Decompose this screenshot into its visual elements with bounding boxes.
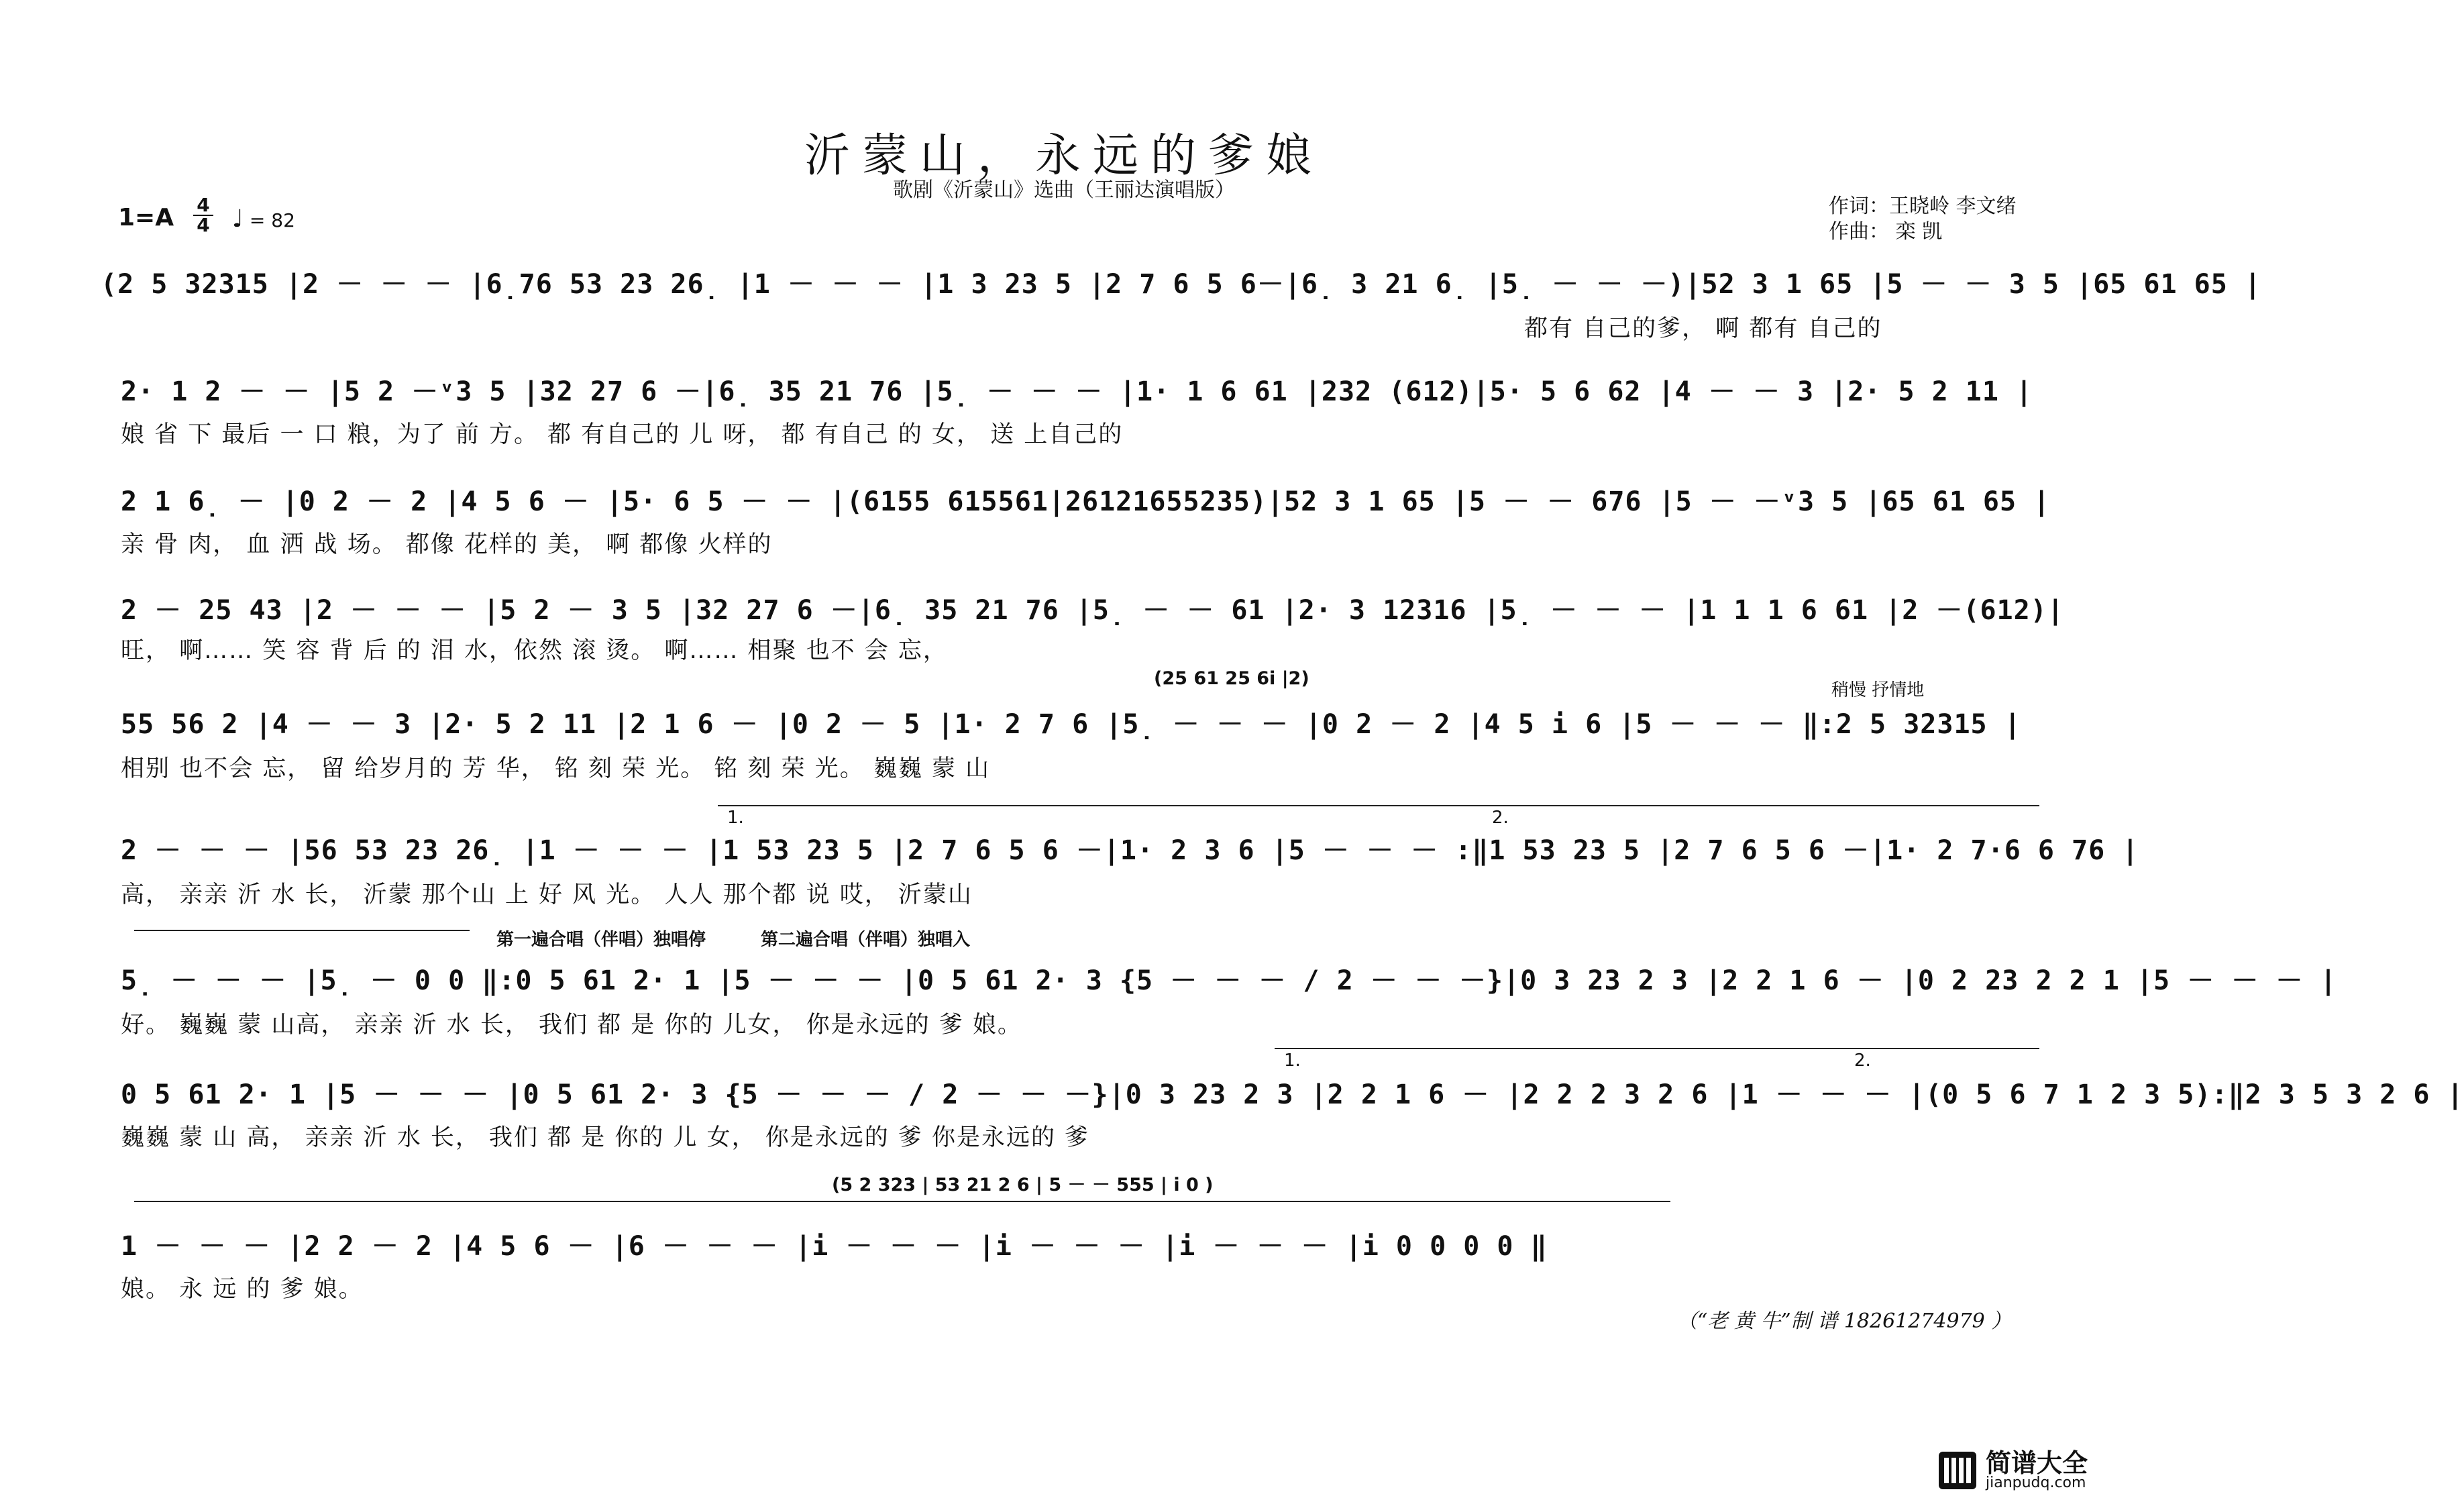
- lyricist: 作词：王晓岭 李文绪: [1829, 195, 2017, 218]
- tempo-value: = 82: [249, 209, 295, 231]
- site-logo: [1939, 1450, 2088, 1491]
- tempo-expression: 稍慢 抒情地: [1831, 680, 1925, 700]
- volta-1-bracket: [718, 805, 1483, 806]
- system-3-notes: 2 1 6̣ － |0 2 － 2 |4 5 6 － |5· 6 5 － － |(6155 615561|26121655235)|52 3 1 65 |5 － － 676 |5 － －ᵛ3 5 |65 61 65 |: [121, 486, 2051, 517]
- system-9-lyrics: 娘。 永 远 的 爹 娘。: [121, 1276, 364, 1303]
- logo-text: 简谱大全: [1985, 1448, 2088, 1478]
- system-2-notes: 2· 1 2 － － |5 2 －ᵛ3 5 |32 27 6 －|6̣ 35 21 76 |5̣ － － － |1· 1 6 61 |232 (612)|5· 5 6 62 |4 － － 3 |2· 5 2 11 |: [121, 376, 2033, 407]
- volta-2-bracket: [1483, 805, 2039, 806]
- volta-2b-bracket: [1845, 1048, 2039, 1049]
- final-tie-line: [134, 1201, 1670, 1202]
- volta-1-label: 1.: [727, 808, 744, 828]
- system-3-lyrics: 亲 骨 肉， 血 洒 战 场。 都像 花样的 美， 啊 都像 火样的: [121, 531, 773, 558]
- page-title: 沂蒙山，永远的爹娘: [804, 129, 1324, 182]
- system-4-notes: 2 － 25 43 |2 － － － |5 2 － 3 5 |32 27 6 －|6̣ 35 21 76 |5̣ － － 61 |2· 3 12316 |5̣ － － － |1 1 1 6 61 |2 －(612)|: [121, 595, 2064, 626]
- volta-1b-bracket: [1275, 1048, 1845, 1049]
- system-9-notes: 1 － － － |2 2 － 2 |4 5 6 － |6 － － － |i － － － |i － － － |i － － － |i 0 0 0 0 ‖: [121, 1231, 1548, 1262]
- transcriber-credit: （“老 黄 牛”制 谱 18261274979 ）: [1677, 1309, 2012, 1333]
- system-7-lyrics: 好。 巍巍 蒙 山高， 亲亲 沂 水 长， 我们 都 是 你的 儿女， 你是永远的 爹 娘。: [121, 1012, 1022, 1038]
- time-signature: [193, 196, 213, 235]
- system-1-notes: (2 5 32315 |2 － － － |6̣76 53 23 26̣ |1 － － － |1 3 23 5 |2 7 6 5 6－|6̣ 3 21 6̣ |5̣ － － －)|52 3 1 65 |5 － － 3 5 |65 61 65 |: [101, 269, 2261, 300]
- system-9-accompaniment: (5 2 323 | 53 21 2 6 | 5 － － 555 | i 0 ): [832, 1175, 1214, 1195]
- system-8-lyrics: 巍巍 蒙 山 高， 亲亲 沂 水 长， 我们 都 是 你的 儿 女， 你是永远的 爹 你是永远的 爹: [121, 1124, 1090, 1151]
- volta-1b-label: 1.: [1284, 1051, 1301, 1071]
- piano-keys-icon: [1939, 1452, 1976, 1489]
- composer: 作曲： 栾 凯: [1829, 220, 1943, 244]
- system-5-lyrics: 相别 也不会 忘， 留 给岁月的 芳 华， 铭 刻 荣 光。 铭 刻 荣 光。 巍巍 蒙 山: [121, 755, 991, 782]
- system-4-lyrics: 旺， 啊…… 笑 容 背 后 的 泪 水，依然 滚 烫。 啊…… 相聚 也不 会 忘，: [121, 637, 948, 664]
- key-label: 1=A: [118, 204, 174, 231]
- time-bottom: 4: [193, 215, 213, 235]
- key-signature: [118, 204, 174, 231]
- system-6-lyrics: 高， 亲亲 沂 水 长， 沂蒙 那个山 上 好 风 光。 人人 那个都 说 哎， 沂蒙山: [121, 881, 973, 908]
- tie-arc-line: [134, 930, 470, 931]
- system-6-notes: 2 － － － |56 53 23 26̣ |1 － － － |1 53 23 5 |2 7 6 5 6 －|1· 2 3 6 |5 － － － :‖1 53 23 5 |2 7 6 5 6 －|1· 2 7·6 6 76 |: [121, 835, 2139, 866]
- logo-url: jianpudq.com: [1985, 1474, 2086, 1491]
- tempo-mark: [232, 205, 295, 233]
- volta-2b-label: 2.: [1854, 1051, 1871, 1071]
- volta-2-label: 2.: [1492, 808, 1509, 828]
- system-7-notes: 5̣ － － － |5̣ － 0 0 ‖:0 5 61 2· 1 |5 － － － |0 5 61 2· 3 {5 － － － / 2 － － －}|0 3 23 2 3 |2 2 1 6 － |0 2 23 2 2 1 |5 － － － |: [121, 965, 2337, 996]
- subtitle: 歌剧《沂蒙山》选曲（王丽达演唱版）: [893, 178, 1235, 202]
- time-top: 4: [197, 194, 210, 216]
- system-1-lyrics: 都有 自己的爹， 啊 都有 自己的: [1524, 315, 1882, 342]
- system-2-lyrics: 娘 省 下 最后 一 口 粮，为了 前 方。 都 有自己的 儿 呀， 都 有自己 的 女， 送 上自己的: [121, 421, 1124, 448]
- system-5-notes: 55 56 2 |4 － － 3 |2· 5 2 11 |2 1 6 － |0 2 － 5 |1· 2 7 6 |5̣ － － － |0 2 － 2 |4 5 i 6 |5 － － － ‖:2 5 32315 |: [121, 709, 2021, 740]
- performance-note-1: 第一遍合唱（伴唱）独唱停: [496, 930, 706, 950]
- system-8-notes: 0 5 61 2· 1 |5 － － － |0 5 61 2· 3 {5 － － － / 2 － － －}|0 3 23 2 3 |2 2 1 6 － |2 2 2 3 2 6 |1 － － － |(0 5 6 7 1 2 3 5):‖2 3 5 3 2 6 |: [121, 1079, 2464, 1110]
- performance-note-2: 第二遍合唱（伴唱）独唱入: [761, 930, 971, 950]
- system-5-accompaniment: (25 61 25 6i |2): [1154, 668, 1309, 689]
- quarter-note-icon: ♩: [232, 205, 244, 233]
